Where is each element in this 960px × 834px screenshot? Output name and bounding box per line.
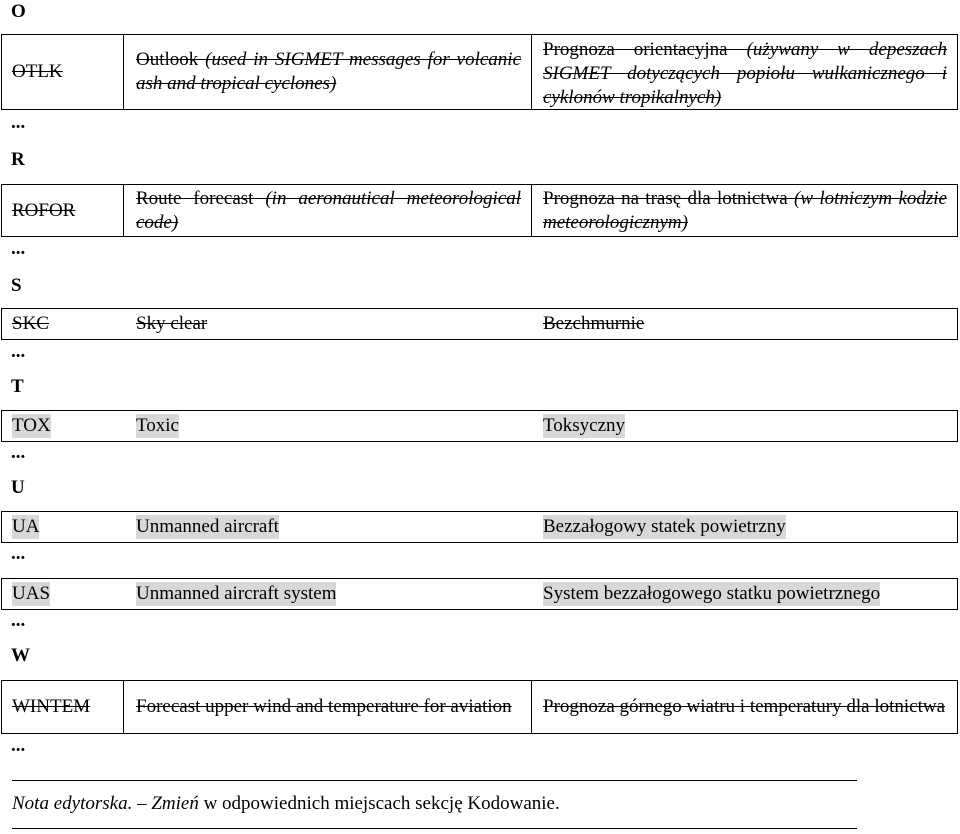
english-text-wintem: Forecast upper wind and temperature for aviation <box>136 696 512 717</box>
abbr-uas: UAS <box>12 583 51 604</box>
abbr-ua: UA <box>12 516 40 537</box>
abbr-tox: TOX <box>12 415 51 436</box>
abbr-cell <box>2 309 124 339</box>
section-letter-r: R <box>11 149 25 170</box>
table-row-skc <box>1 308 958 340</box>
polish-cell <box>532 309 957 339</box>
polish-cell <box>532 681 957 733</box>
english-cell <box>124 35 532 109</box>
english-cell <box>124 411 532 441</box>
section-letter-w: W <box>11 645 30 666</box>
table-row-rofor <box>1 184 958 237</box>
abbr-cell <box>2 681 124 733</box>
abbr-cell <box>2 512 124 542</box>
english-cell <box>124 309 532 339</box>
ellipsis: ... <box>11 341 26 362</box>
polish-cell <box>532 35 957 109</box>
table-row-tox <box>1 410 958 442</box>
english-text-ua: Unmanned aircraft <box>136 516 279 537</box>
english-text-skc: Sky clear <box>136 313 208 334</box>
ellipsis: ... <box>11 735 26 756</box>
polish-text-otlk: Prognoza orientacyjna (używany w depeszach SIGMET dotyczących popiołu wulkanicznego i cyklonów tropikalnych) <box>543 39 947 108</box>
table-row-wintem <box>1 680 958 734</box>
english-text-rofor: Route forecast (in aeronautical meteorological code) <box>136 187 521 233</box>
section-letter-o: O <box>11 1 26 22</box>
section-letter-t: T <box>11 376 24 397</box>
polish-text-ua: Bezzałogowy statek powietrzny <box>543 516 786 537</box>
english-cell <box>124 185 532 236</box>
abbr-wintem: WINTEM <box>12 696 91 717</box>
ellipsis: ... <box>11 442 26 463</box>
abbr-rofor: ROFOR <box>12 199 76 221</box>
abbr-cell <box>2 579 124 609</box>
english-cell <box>124 681 532 733</box>
abbr-skc: SKC <box>12 313 49 334</box>
table-row-ua <box>1 511 958 543</box>
english-cell <box>124 512 532 542</box>
polish-text-tox: Toksyczny <box>543 415 626 436</box>
separator-line <box>12 828 857 829</box>
polish-text-rofor: Prognoza na trasę dla lotnictwa (w lotniczym kodzie meteorologicznym) <box>543 187 947 233</box>
note-label: Nota edytorska. <box>12 793 133 814</box>
separator-line <box>12 780 857 781</box>
ellipsis: ... <box>11 238 26 259</box>
abbr-otlk: OTLK <box>12 61 63 82</box>
english-text-tox: Toxic <box>136 415 179 436</box>
section-letter-u: U <box>11 477 25 498</box>
polish-text-skc: Bezchmurnie <box>543 313 645 334</box>
polish-cell <box>532 579 957 609</box>
english-text-otlk: Outlook (used in SIGMET messages for volcanic ash and tropical cyclones) <box>136 49 522 94</box>
editorial-note <box>12 793 560 815</box>
english-cell <box>124 579 532 609</box>
section-letter-s: S <box>11 275 22 296</box>
english-text-uas: Unmanned aircraft system <box>136 583 337 604</box>
polish-text-wintem: Prognoza górnego wiatru i temperatury dla lotnictwa <box>543 696 946 717</box>
ellipsis: ... <box>11 543 26 564</box>
ellipsis: ... <box>11 610 26 631</box>
abbr-cell <box>2 411 124 441</box>
note-verb: Zmień <box>151 793 199 814</box>
polish-cell <box>532 411 957 441</box>
ellipsis: ... <box>11 112 26 133</box>
table-row-uas <box>1 578 958 610</box>
polish-cell <box>532 512 957 542</box>
note-text: w odpowiednich miejscach sekcję Kodowanie. <box>198 793 560 814</box>
abbr-cell <box>2 35 124 109</box>
polish-text-uas: System bezzałogowego statku powietrznego <box>543 583 881 604</box>
abbr-cell <box>2 185 124 236</box>
table-row-otlk <box>1 34 958 110</box>
note-dash: – <box>132 793 152 814</box>
polish-cell <box>532 185 957 236</box>
